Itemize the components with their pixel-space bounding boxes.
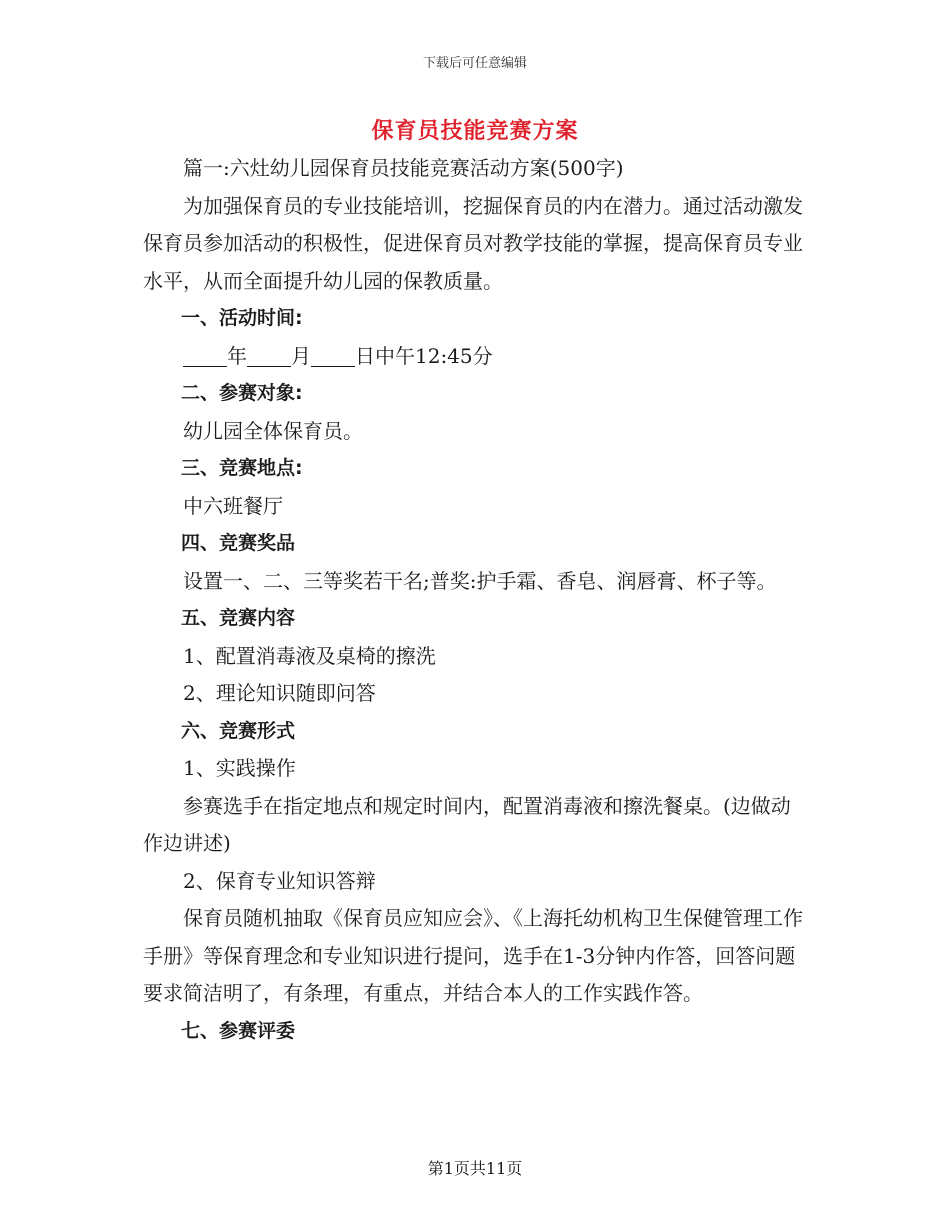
month-blank bbox=[247, 344, 291, 367]
section-6-item-1: 1、实践操作 bbox=[183, 756, 296, 780]
section-4-heading: 四、竞赛奖品 bbox=[181, 532, 296, 554]
section-5-item-2: 2、理论知识随即问答 bbox=[183, 681, 376, 705]
section-6-item-2-text: 保育员随机抽取《保育员应知应会》、《上海托幼机构卫生保健管理工作手册》等保育理念和专业知识进行提问，选手在1-3分钟内作答，回答问题要求简洁明了，有条理，有重点，并结合本人的工作实践作答。 bbox=[143, 906, 803, 1005]
section-6-item-2: 2、保育专业知识答辩 bbox=[183, 868, 376, 893]
section-3-text: 中六班餐厅 bbox=[183, 493, 283, 518]
month-label: 月 bbox=[291, 343, 311, 368]
section-1-heading: 一、活动时间: bbox=[181, 307, 303, 329]
section-2-text: 幼儿园全体保育员。 bbox=[183, 418, 363, 443]
day-blank bbox=[311, 344, 355, 367]
intro-paragraph: 为加强保育员的专业技能培训，挖掘保育员的内在潜力。通过活动激发保育员参加活动的积极性，促进保育员对教学技能的掌握，提高保育员专业水平，从而全面提升幼儿园的保教质量。 bbox=[143, 193, 803, 293]
section-2-heading: 二、参赛对象: bbox=[181, 382, 303, 404]
subtitle: 篇一:六灶幼儿园保育员技能竞赛活动方案(500字) bbox=[183, 156, 624, 180]
section-6-heading: 六、竞赛形式 bbox=[181, 719, 296, 742]
section-5-item-1: 1、配置消毒液及桌椅的擦洗 bbox=[183, 643, 436, 668]
section-5-heading: 五、竞赛内容 bbox=[181, 607, 296, 629]
year-label: 年 bbox=[227, 343, 247, 368]
year-blank bbox=[183, 344, 227, 367]
section-3-heading: 三、竞赛地点: bbox=[181, 457, 303, 479]
section-6-item-1-text: 参赛选手在指定地点和规定时间内，配置消毒液和擦洗餐桌。(边做动作边讲述) bbox=[143, 793, 791, 855]
document-body bbox=[143, 150, 807, 1050]
time-label: 日中午12:45分 bbox=[355, 343, 493, 368]
page-footer: 第1页共11页 bbox=[427, 1159, 523, 1178]
page-header: 下载后可任意编辑 bbox=[422, 56, 527, 71]
section-4-text: 设置一、二、三等奖若干名;普奖:护手霜、香皂、润唇膏、杯子等。 bbox=[183, 568, 777, 593]
section-7-heading: 七、参赛评委 bbox=[181, 1019, 296, 1042]
document-title: 保育员技能竞赛方案 bbox=[371, 118, 579, 144]
activity-time-line bbox=[143, 338, 807, 376]
